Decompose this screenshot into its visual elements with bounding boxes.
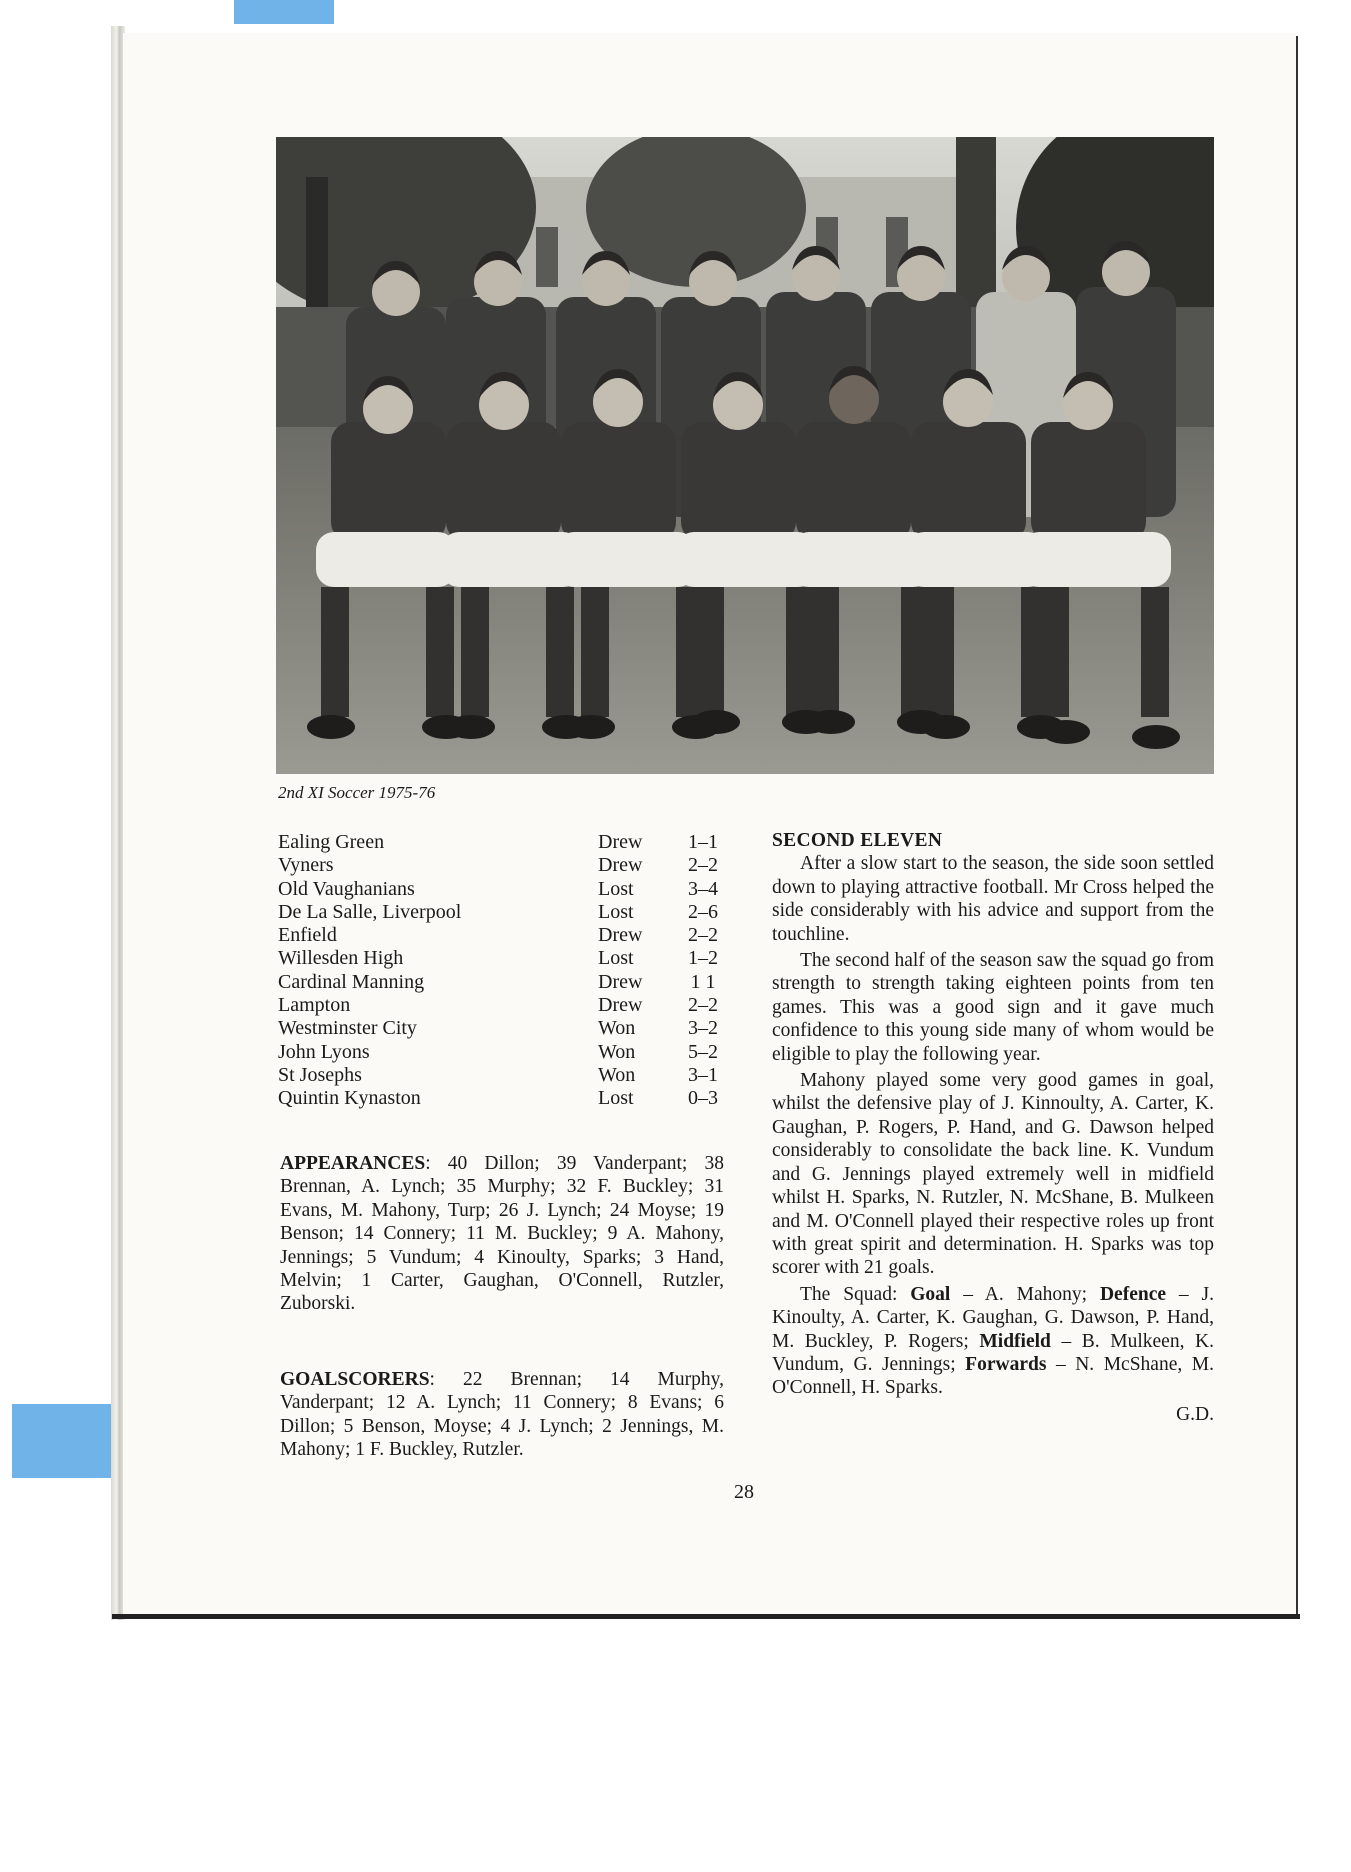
article-heading: SECOND ELEVEN [772,830,943,851]
result-row [278,1087,728,1110]
result-outcome: Lost [598,900,634,923]
article-paragraph-2: The second half of the season saw the squad go from strength to strength taking eighteen points from ten games. This was a good sign and it gave much confidence to this young side many of whom would be eligible to play the following year. [772,950,1214,1065]
squad-intro: The Squad: [800,1283,911,1305]
result-team: Ealing Green [278,831,385,853]
result-score: 2–2 [688,854,718,877]
page-bottom-edge [112,1614,1300,1619]
result-score: 2–2 [688,994,718,1017]
result-score: 1–2 [688,947,718,970]
result-score: 5–2 [688,1040,718,1063]
result-score: 2–6 [688,900,718,923]
result-outcome: Drew [598,994,643,1017]
result-team: De La Salle, Liverpool [278,900,462,923]
midfield-text: – B. Mulkeen, K. Vundum, G. Jennings; [772,1330,1214,1375]
result-team: Cardinal Manning [278,970,425,993]
result-score: 0–3 [688,1087,718,1110]
result-outcome: Won [598,1040,636,1063]
article-paragraph-1: After a slow start to the season, the side soon settled down to playing attractive football. Mr Cross helped the side considerably with his advice and support from the touchline. [772,853,1214,945]
result-score: 3–1 [688,1063,718,1086]
goal-text: – A. Mahony; [950,1283,1100,1305]
author-initials: G.D. [1176,1403,1214,1425]
result-outcome: Drew [598,970,643,993]
result-team: Vyners [278,854,334,877]
blue-marker-tab-top [234,0,334,24]
result-team: Lampton [278,994,351,1017]
result-row [278,924,728,947]
result-row [278,994,728,1017]
result-score: 3–4 [688,877,718,900]
result-row [278,831,728,854]
result-outcome: Won [598,1017,636,1040]
result-row [278,901,728,924]
result-row [278,1041,728,1064]
article-column [772,829,1214,1429]
result-team: Quintin Kynaston [278,1087,421,1110]
midfield-label: Midfield [979,1330,1051,1352]
result-team: Westminster City [278,1017,417,1040]
result-team: Old Vaughanians [278,877,415,900]
photo-caption: 2nd XI Soccer 1975-76 [278,783,436,802]
appearances-text: : 40 Dillon; 39 Vanderpant; 38 Brennan, A. Lynch; 35 Murphy; 32 F. Buckley; 31 Evans, M. Mahony, Turp; 26 J. Lynch; 24 Moyse; 19 Benson; 14 Connery; 11 M. Buckley; 9 A. Mahony, Jennings; 5 Vundum; 4 Kinoulty, Sparks; 3 Hand, Melvin; 1 Carter, Gaughan, O'Connell, Rutzler, Zuborski. [280,1153,724,1315]
forwards-label: Forwards [965,1353,1047,1375]
result-outcome: Lost [598,947,634,970]
result-outcome: Lost [598,877,634,900]
goal-label: Goal [910,1283,951,1305]
result-outcome: Lost [598,1087,634,1110]
result-row [278,1064,728,1087]
goalscorers-paragraph [280,1368,724,1462]
forwards-text: – N. McShane, M. O'Connell, H. Sparks. [772,1353,1214,1399]
result-score: 1 1 [690,970,716,993]
article-paragraph-3: Mahony played some very good games in goal, whilst the defensive play of J. Kinnoulty, A. Carter, K. Gaughan, P. Rogers, P. Hand, and G. Dawson helped considerably to consolidate the back line. K. Vundum and G. Jennings played extremely well in midfield whilst H. Sparks, N. Rutzler, N. McShane, B. Mulkeen and M. O'Connell played their respective roles up front with great spirit and determination. H. Sparks was top scorer with 21 goals. [772,1070,1214,1279]
result-outcome: Won [598,1063,636,1086]
result-team: John Lyons [278,1040,370,1063]
result-team: Enfield [278,924,337,947]
result-score: 1–1 [688,831,718,853]
page-number: 28 [734,1481,754,1503]
result-row [278,971,728,994]
defence-label: Defence [1099,1283,1167,1305]
result-row [278,1017,728,1040]
result-row [278,854,728,877]
results-table [278,831,728,1111]
goalscorers-heading: GOALSCORERS [280,1369,430,1390]
blue-marker-tab-left [12,1404,116,1478]
result-outcome: Drew [598,924,643,947]
result-score: 2–2 [688,924,718,947]
goalscorers-text: : 22 Brennan; 14 Murphy, Vanderpant; 12 A. Lynch; 11 Connery; 8 Evans; 6 Dillon; 5 Benson, Moyse; 4 J. Lynch; 2 Jennings, M. Mahony; 1 F. Buckley, Rutzler. [280,1369,724,1461]
team-photo [276,137,1214,774]
result-score: 3–2 [688,1017,718,1040]
result-team: St Josephs [278,1063,362,1086]
appearances-paragraph [280,1152,724,1316]
result-outcome: Drew [598,831,643,853]
result-outcome: Drew [598,854,643,877]
squad-paragraph [772,1283,1214,1400]
appearances-heading: APPEARANCES [280,1153,426,1174]
defence-text: – J. Kinoulty, A. Carter, K. Gaughan, G. Dawson, P. Hand, M. Buckley, P. Rogers; [772,1283,1215,1352]
result-team: Willesden High [278,947,404,970]
result-row [278,878,728,901]
result-row [278,947,728,970]
